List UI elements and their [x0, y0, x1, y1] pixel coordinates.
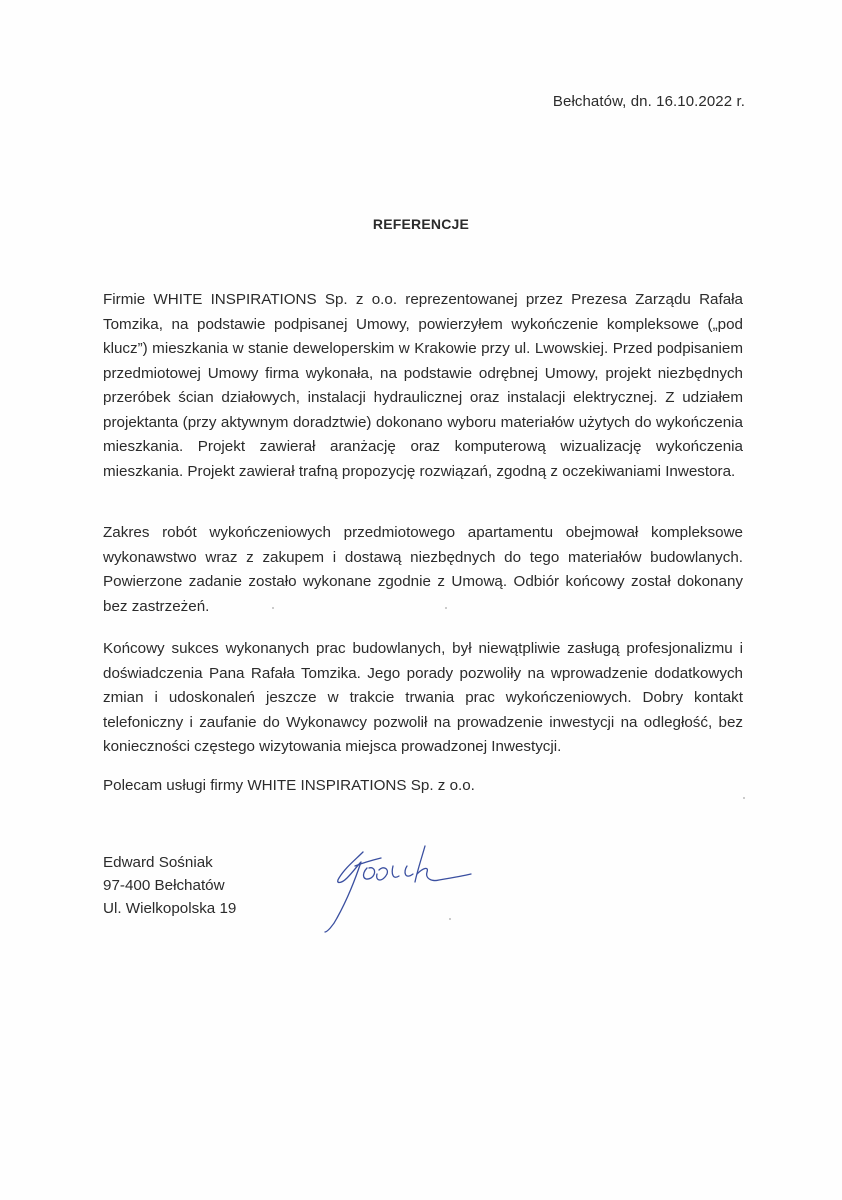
- handwritten-signature: [315, 840, 475, 940]
- place-and-date: Bełchatów, dn. 16.10.2022 r.: [552, 93, 745, 110]
- signature-stroke: [417, 868, 471, 880]
- paragraph-3: Końcowy sukces wykonanych prac budowlanych, był niewątpliwie zasługą profesjonalizmu i doświadczenia Pana Rafała Tomzika. Jego porady pozwoliły na wprowadzenie dodatkowych zmian i udoskonaleń jeszcze w trakcie trwania prac wykończeniowych. Dobry kontakt telefoniczny i zaufanie do Wykonawcy pozwolił na prowadzenie inwestycji na odległość, bez konieczności częstego wizytowania miejsca prowadzonej Inwestycji.: [103, 640, 743, 755]
- paragraph-2: Zakres robót wykończeniowych przedmiotowego apartamentu obejmował kompleksowe wykonawstwo wraz z zakupem i dostawą niezbędnych do tego materiałów budowlanych. Powierzone zadanie zostało wykonane zgodnie z Umową. Odbiór końcowy został dokonany bez zastrzeżeń.: [103, 524, 743, 615]
- sender-block: [103, 851, 236, 920]
- scan-speck: [445, 607, 447, 609]
- signature-stroke: [355, 858, 381, 866]
- document-title: REFERENCJE: [372, 216, 470, 232]
- recommendation-line: Polecam usługi firmy WHITE INSPIRATIONS Sp. z o.o.: [103, 777, 475, 794]
- signature-stroke: [325, 852, 363, 932]
- signature-stroke: [364, 868, 375, 879]
- sender-street: Ul. Wielkopolska 19: [103, 900, 237, 917]
- signature-stroke: [415, 846, 425, 882]
- signature-stroke: [392, 866, 399, 877]
- scan-speck: [449, 918, 451, 920]
- sender-postal-city: 97-400 Bełchatów: [103, 877, 225, 894]
- signature-stroke: [405, 866, 413, 876]
- signature-stroke: [377, 868, 388, 880]
- paragraph-1: Firmie WHITE INSPIRATIONS Sp. z o.o. reprezentowanej przez Prezesa Zarządu Rafała Tomzika, na podstawie podpisanej Umowy, powierzyłem wykończenie kompleksowe („pod klucz”) mieszkania w stanie deweloperskim w Krakowie przy ul. Lwowskiej. Przed podpisaniem przedmiotowej Umowy firma wykonała, na podstawie odrębnej Umowy, projekt niezbędnych przeróbek ścian działowych, instalacji hydraulicznej oraz instalacji elektrycznej. Z udziałem projektanta (przy aktywnym doradztwie) dokonano wyboru materiałów użytych do wykończenia mieszkania. Projekt zawierał aranżację oraz komputerową wizualizację wykończenia mieszkania. Projekt zawierał trafną propozycję rozwiązań, zgodną z oczekiwaniami Inwestora.: [103, 291, 743, 480]
- sender-name: Edward Sośniak: [103, 854, 213, 871]
- scan-speck: [743, 797, 745, 799]
- scan-speck: [272, 607, 274, 609]
